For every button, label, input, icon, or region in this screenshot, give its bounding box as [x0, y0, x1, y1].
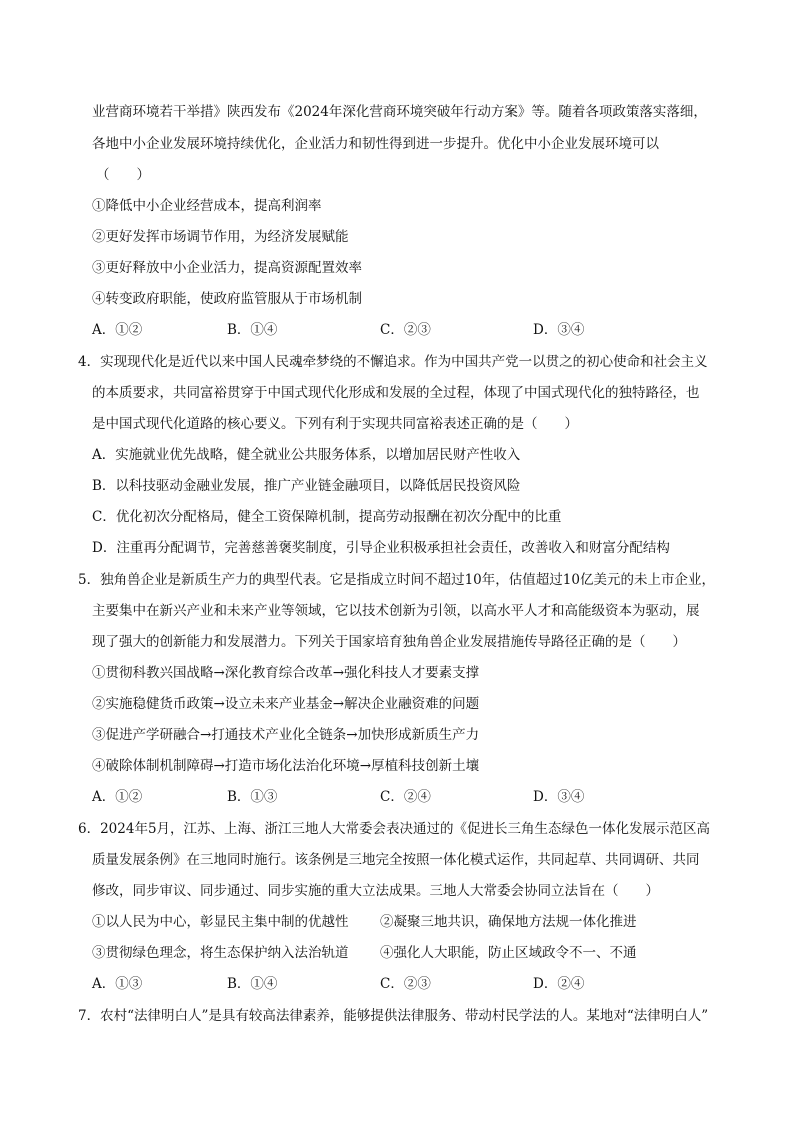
q3-item-3: ③更好释放中小企业活力，提高资源配置效率: [92, 260, 362, 276]
q6-item-2: ②凝聚三地共识，确保地方法规一体化推进: [380, 914, 637, 930]
q4-stem-line-2: 的本质要求，共同富裕贯穿于中国式现代化形成和发展的全过程，体现了中国式现代化的独特路径，也: [92, 385, 700, 401]
q6-item-1: ①以人民为中心，彰显民主集中制的优越性: [92, 914, 349, 930]
q4-choice-a: A．实施就业优先战略，健全就业公共服务体系，以增加居民财产性收入: [92, 447, 521, 463]
q4-choice-d: D．注重再分配调节，完善慈善褒奖制度，引导企业积极承担社会责任，改善收入和财富分配结构: [92, 540, 670, 556]
q6-stem-line-3: 修改，同步审议、同步通过、同步实施的重大立法成果。三地人大常委会协同立法旨在（ ）: [92, 883, 659, 899]
q5-option-c: C．②④: [380, 789, 431, 805]
q6-item-4: ④强化人大职能，防止区域政令不一、不通: [380, 945, 637, 961]
q3-stem-line-2: 各地中小企业发展环境持续优化，企业活力和韧性得到进一步提升。优化中小企业发展环境可以: [92, 136, 659, 152]
q3-option-c: C．②③: [380, 322, 431, 338]
q5-option-b: B．①③: [227, 789, 278, 805]
q4-choice-c: C．优化初次分配格局，健全工资保障机制，提高劳动报酬在初次分配中的比重: [92, 509, 562, 525]
q5-item-4: ④破除体制机制障碍→打造市场化法治化环境→厚植科技创新土壤: [92, 758, 480, 774]
q4-stem-line-3: 是中国式现代化道路的核心要义。下列有利于实现共同富裕表述正确的是（ ）: [92, 416, 578, 432]
q3-item-2: ②更好发挥市场调节作用，为经济发展赋能: [92, 229, 349, 245]
q3-option-d: D．③④: [533, 322, 585, 338]
q6-stem-line-2: 质量发展条例》在三地同时施行。该条例是三地完全按照一体化模式运作，共同起草、共同调研、共同: [92, 852, 700, 868]
q5-option-d: D．③④: [533, 789, 585, 805]
q5-item-2: ②实施稳健货币政策→设立未来产业基金→解决企业融资难的问题: [92, 696, 480, 712]
q6-option-c: C．②③: [380, 976, 431, 992]
q5-item-1: ①贯彻科教兴国战略→深化教育综合改革→强化科技人才要素支撑: [92, 665, 480, 681]
q6-option-a: A．①③: [92, 976, 143, 992]
q5-stem-line-2: 主要集中在新兴产业和未来产业等领域，它以技术创新为引领，以高水平人才和高能级资本为驱动，展: [92, 603, 700, 619]
q3-option-b: B．①④: [227, 322, 278, 338]
q4-choice-b: B．以科技驱动金融业发展，推广产业链金融项目，以降低居民投资风险: [92, 478, 521, 494]
q3-item-4: ④转变政府职能，使政府监管服从于市场机制: [92, 291, 362, 307]
q4-stem-line-1: 4．实现现代化是近代以来中国人民魂牵梦绕的不懈追求。作为中国共产党一以贯之的初心使命和社会主义: [78, 354, 708, 370]
q3-item-1: ①降低中小企业经营成本，提高利润率: [92, 198, 322, 214]
q5-stem-line-1: 5．独角兽企业是新质生产力的典型代表。它是指成立时间不超过10年，估值超过10亿美元的未上市企业，: [78, 572, 715, 588]
q5-option-a: A．①②: [92, 789, 143, 805]
q3-stem-line-1: 业营商环境若干举措》陕西发布《2024年深化营商环境突破年行动方案》等。随着各项政策落实落细，: [92, 104, 707, 120]
q3-option-a: A．①②: [92, 322, 143, 338]
q6-stem-line-1: 6．2024年5月，江苏、上海、浙江三地人大常委会表决通过的《促进长三角生态绿色一体化发展示范区高: [78, 821, 711, 837]
q6-option-b: B．①④: [227, 976, 278, 992]
q3-answer-blank: （ ）: [96, 167, 150, 183]
q5-stem-line-3: 现了强大的创新能力和发展潜力。下列关于国家培育独角兽企业发展措施传导路径正确的是（ ）: [92, 634, 686, 650]
q7-stem-line-1: 7．农村“法律明白人”是具有较高法律素养，能够提供法律服务、带动村民学法的人。某地对“法律明白人”: [78, 1008, 709, 1024]
q6-option-d: D．②④: [533, 976, 585, 992]
q5-item-3: ③促进产学研融合→打通技术产业化全链条→加快形成新质生产力: [92, 727, 480, 743]
q6-item-3: ③贯彻绿色理念，将生态保护纳入法治轨道: [92, 945, 349, 961]
